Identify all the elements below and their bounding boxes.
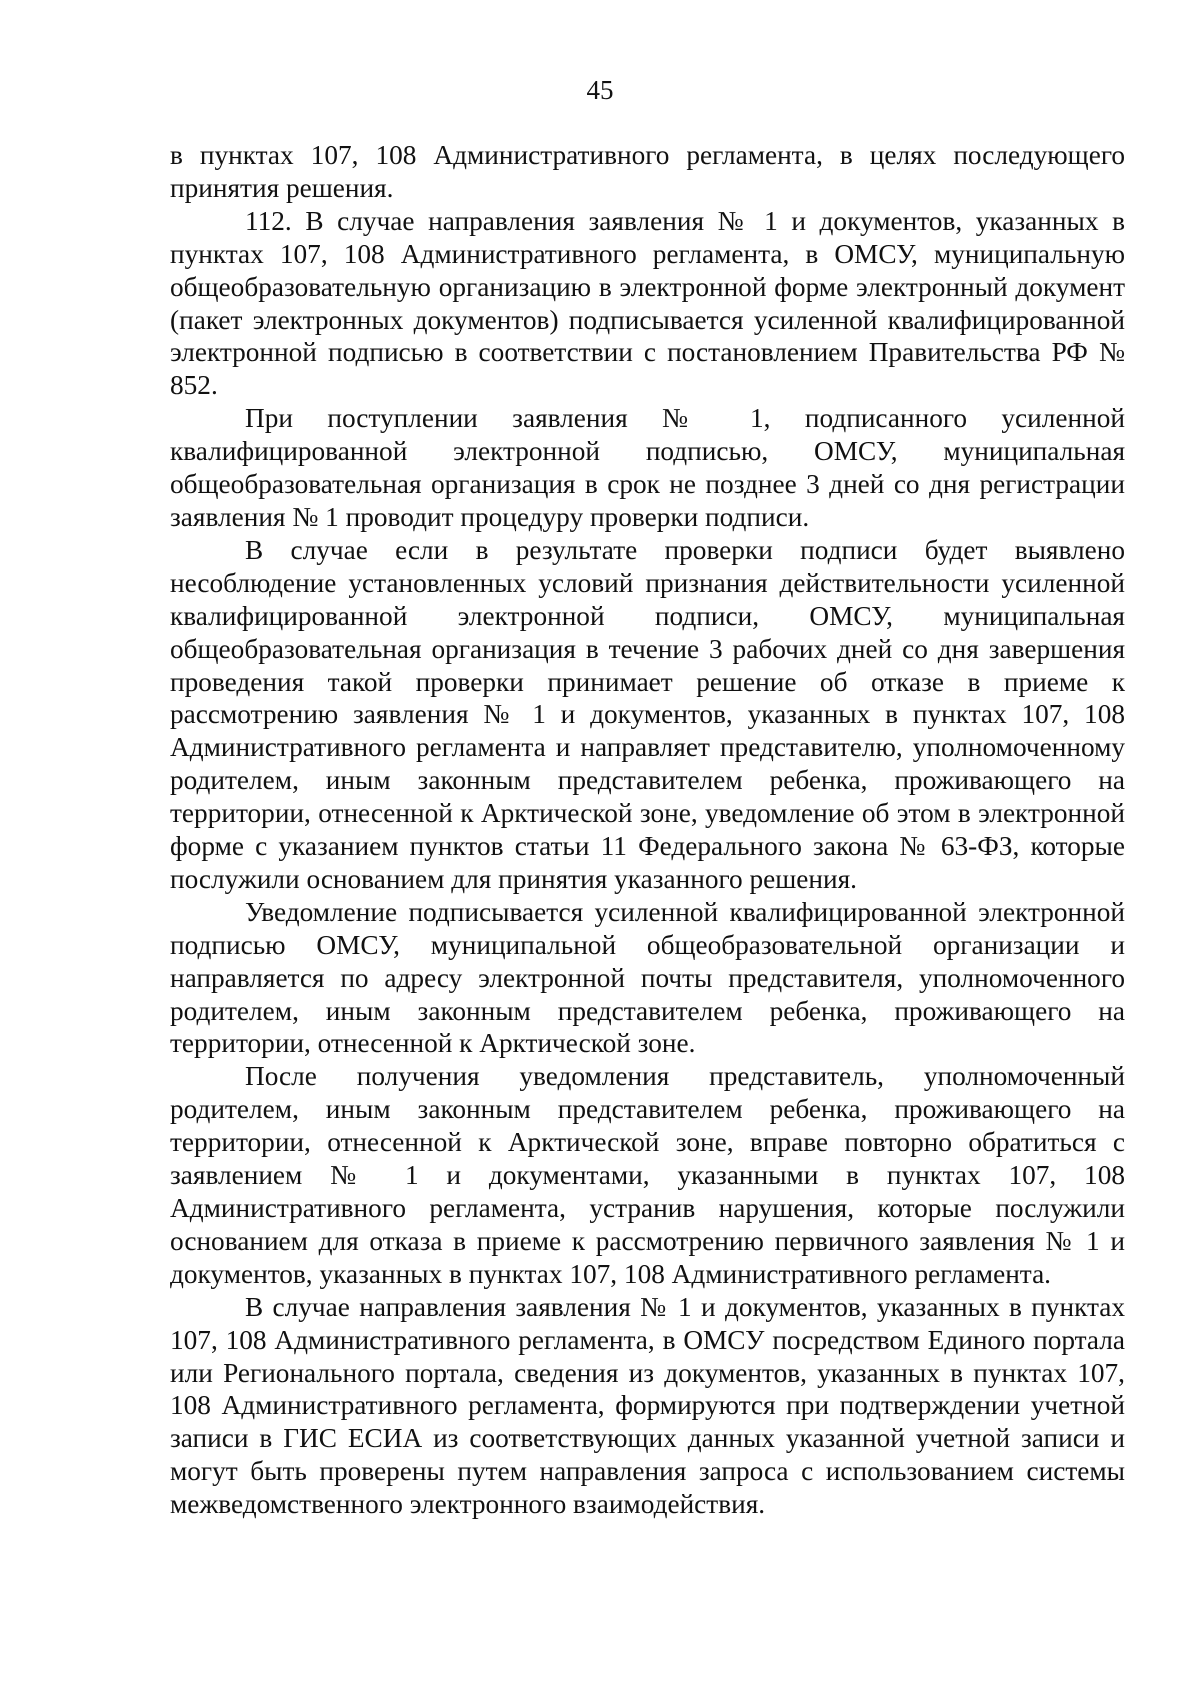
- paragraph-resubmission: После получения уведомления представитель, уполномоченный родителем, иным законным представителем ребенка, проживающего на территории, отнесенной к Арктической зоне, вправе повторно обратиться с заявлением № 1 и документами, указанными в пунктах 107, 108 Административного регламента, устранив нарушения, которые послужили основанием для отказа в приеме к рассмотрению первичного заявления № 1 и документов, указанных в пунктах 107, 108 Административного регламента.: [170, 1061, 1125, 1289]
- paragraph-notification: Уведомление подписывается усиленной квалифицированной электронной подписью ОМСУ, муниципальной общеобразовательной организации и направляется по адресу электронной почты представителя, уполномоченного родителем, иным законным представителем ребенка, проживающего на территории, отнесенной к Арктической зоне.: [170, 896, 1125, 1059]
- paragraph-continuation: в пунктах 107, 108 Административного регламента, в целях последующего принятия решения.: [170, 140, 1125, 203]
- paragraph-portal-submission: В случае направления заявления № 1 и документов, указанных в пунктах 107, 108 Административного регламента, в ОМСУ посредством Единого портала или Регионального портала, сведения из документов, указанных в пунктах 107, 108 Административного регламента, формируются при подтверждении учетной записи в ГИС ЕСИА из соответствующих данных указанной учетной записи и могут быть проверены путем направления запроса с использованием системы межведомственного электронного взаимодействия.: [170, 1291, 1125, 1520]
- paragraph-112: 112. В случае направления заявления № 1 и документов, указанных в пунктах 107, 108 Административного регламента, в ОМСУ, муниципальную общеобразовательную организацию в электронной форме электронный документ (пакет электронных документов) подписывается усиленной квалифицированной электронной подписью в соответствии с постановлением Правительства РФ № 852.: [170, 205, 1125, 401]
- page-number: 45: [586, 75, 614, 105]
- paragraph-refusal: В случае если в результате проверки подписи будет выявлено несоблюдение установленных условий признания действительности усиленной квалифицированной электронной подписи, ОМСУ, муниципальная общеобразовательная организация в течение 3 рабочих дней со дня завершения проведения такой проверки принимает решение об отказе в приеме к рассмотрению заявления № 1 и документов, указанных в пунктах 107, 108 Административного регламента и направляет представителю, уполномоченному родителем, иным законным представителем ребенка, проживающего на территории, отнесенной к Арктической зоне, уведомление об этом в электронной форме с указанием пунктов статьи 11 Федерального закона № 63-ФЗ, которые послужили основанием для принятия указанного решения.: [170, 534, 1125, 894]
- document-body: [170, 139, 1125, 1521]
- paragraph-signature-check: При поступлении заявления № 1, подписанного усиленной квалифицированной электронной подписью, ОМСУ, муниципальная общеобразовательная организация в срок не позднее 3 дней со дня регистрации заявления № 1 проводит процедуру проверки подписи.: [170, 403, 1125, 532]
